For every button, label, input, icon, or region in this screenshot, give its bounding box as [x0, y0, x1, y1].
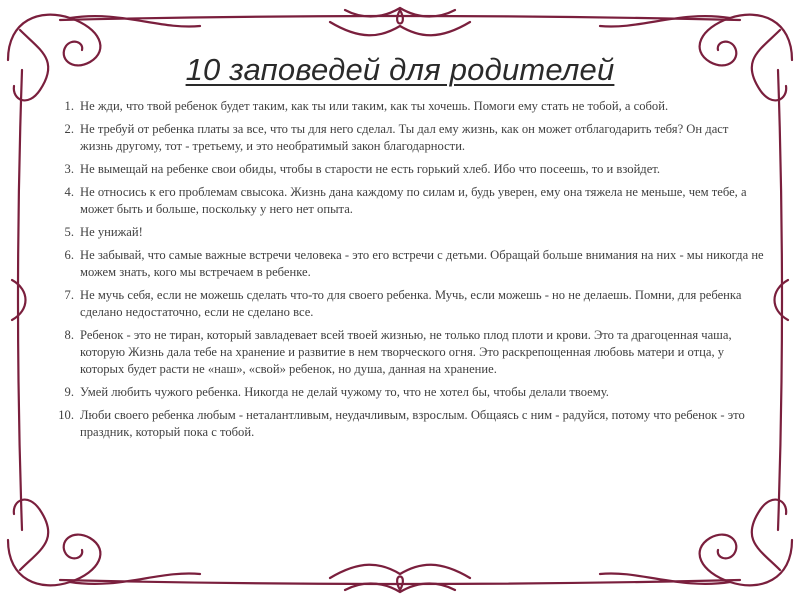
- page-title: 10 заповедей для родителей: [185, 52, 615, 87]
- item-number: 9.: [64, 385, 74, 399]
- item-text: Не унижай!: [80, 225, 143, 239]
- item-text: Не жди, что твой ребенок будет таким, как ты или таким, как ты хочешь. Помоги ему стать не тобой, а собой.: [80, 99, 669, 113]
- list-item: [48, 247, 764, 281]
- item-number: 8.: [64, 328, 74, 342]
- item-number: 1.: [64, 99, 74, 113]
- item-text: Люби своего ребенка любым - неталантливым, неудачливым, взрослым. Общаясь с ним - радуйся, потому что ребенок - это праздник, который пока с тобой.: [80, 408, 745, 439]
- item-text: Не забывай, что самые важные встречи человека - это его встречи с детьми. Обращай больше внимания на них - мы никогда не можем знать, кого мы встречаем в ребенке.: [80, 248, 764, 279]
- item-number: 3.: [64, 162, 74, 176]
- list-item: [48, 121, 764, 155]
- list-item: [48, 407, 764, 441]
- item-number: 4.: [64, 185, 74, 199]
- list-item: [48, 327, 764, 378]
- list-item: [48, 161, 764, 178]
- item-number: 10.: [58, 408, 74, 422]
- item-number: 5.: [64, 225, 74, 239]
- item-number: 6.: [64, 248, 74, 262]
- item-text: Ребенок - это не тиран, который завладевает всей твоей жизнью, не только плод плоти и крови. Это та драгоценная чаша, которую Жизнь дала тебе на хранение и развитие в нем творческого огня. Это раскрепощенная любовь матери и отца, у которых будет расти не «наш», «свой» ребенок, но душа, данная на хранение.: [80, 328, 732, 376]
- item-text: Не вымещай на ребенке свои обиды, чтобы в старости не есть горький хлеб. Ибо что посеешь, то и взойдет.: [80, 162, 661, 176]
- item-text: Не требуй от ребенка платы за все, что ты для него сделал. Ты дал ему жизнь, как он может отблагодарить тебя? Он даст жизнь другому, тот - третьему, и это необратимый закон благодарности.: [80, 122, 729, 153]
- list-item: [48, 384, 764, 401]
- list-item: [48, 287, 764, 321]
- list-item: [48, 98, 764, 115]
- list-item: [48, 224, 764, 241]
- list-item: [48, 184, 764, 218]
- commandments-list: [48, 98, 764, 447]
- item-number: 7.: [64, 288, 74, 302]
- item-text: Не относись к его проблемам свысока. Жизнь дана каждому по силам и, будь уверен, ему она тяжела не меньше, чем тебе, а может быть и больше, поскольку у него нет опыта.: [80, 185, 747, 216]
- item-text: Умей любить чужого ребенка. Никогда не делай чужому то, что не хотел бы, чтобы делали твоему.: [80, 385, 609, 399]
- item-text: Не мучь себя, если не можешь сделать что-то для своего ребенка. Мучь, если можешь - но не делаешь. Помни, для ребенка сделано недостаточно, если не сделано все.: [80, 288, 742, 319]
- item-number: 2.: [64, 122, 74, 136]
